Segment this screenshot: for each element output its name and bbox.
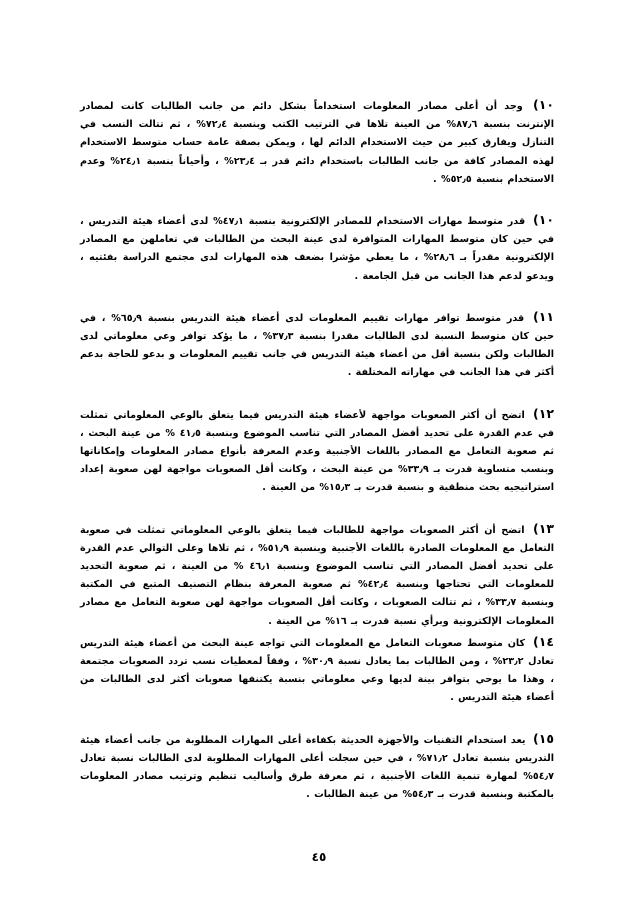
paragraph-number: ١٠) xyxy=(533,212,554,228)
paragraph-finding-14 xyxy=(80,633,554,708)
paragraph-finding-15 xyxy=(80,730,554,805)
paragraph-finding-10b xyxy=(80,211,554,286)
paragraph-text: يعد استخدام التقنيات والأجهزة الحديثة بكفاءة أعلى المهارات المطلوبة من جانب أعضاء هيئة التدريس بنسبة تعادل ٧١٫٢% ، في حين سجلت أعلى المهارات المطلوبة لدى الطالبات نسبة تعادل ٥٤٫٧% لمهارة تنمية اللغات الأجنبية ، ثم معرفة طرق وأساليب تنظيم وترتيب مصادر المعلومات بالمكتبة وبنسبة قدرت بـ ٥٤٫٣% من عينة الطالبات . xyxy=(80,734,554,801)
paragraph-text: وجد أن أعلى مصادر المعلومات استخداماً بشكل دائم من جانب الطالبات كانت لمصادر الإنترنت بنسبة ٨٧٫٦% من العينة تلاها في الترتيب الكتب وبنسبة ٧٢٫٤% ، ثم تتالت النسب في التنازل ويفارق كبير من حيث الاستخدام الدائم لها ، ويمكن بصفة عامة حساب متوسط الاستخدام لهذه المصادر كافة من جانب الطالبات باستخدام دائم قدر بـ ٢٣٫٤% ، وأحياناً بنسبة ٢٤٫١% وعدم الاستخدام بنسبة ٥٢٫٥% . xyxy=(80,101,555,185)
paragraph-number: ١٢) xyxy=(533,405,554,421)
paragraph-number: ١٠) xyxy=(533,97,554,112)
paragraph-text: قدر متوسط توافر مهارات تقييم المعلومات لدى أعضاء هيئة التدريس بنسبة ٦٥٫٩% ، في حين كان متوسط النسبة لدى الطالبات مقدرا بنسبة ٣٧٫٣% ، ما يؤكد توافر وعي معلوماتي لدى الطالبات ولكن بنسبة أقل من أعضاء هيئة التدريس في جانب تقييم المعلومات و بدعو للحاجة بدعم أكثر في هذا الجانب في مهاراته المختلفة . xyxy=(80,312,555,379)
paragraph-number: ١٤) xyxy=(533,633,554,649)
paragraph-number: ١٥) xyxy=(533,730,554,746)
paragraph-number: ١٣) xyxy=(533,520,554,536)
paragraph-text: اتضح أن أكثر الصعوبات مواجهة لأعضاء هيئة التدريس فيما يتعلق بالوعي المعلوماتي تمثلت في عدم القدرة على تحديد أفضل المصادر التي تناسب الموضوع وبنسبة ٤١٫٥ % من عينة البحث ، ثم صعوبة التعامل مع المصادر باللغات الأجنبية وعدم المعرفة بأنواع مصادر المعلومات وإمكاناتها وبنسب متساوية قدرت بـ ٣٣٫٩% من عينة البحث ، وكانت أقل الصعوبات مواجهة لهن صعوبة إعداد استراتيجيه بحث منطقية و بنسبة قدرت بـ ١٥٫٣% من العينة . xyxy=(80,409,555,494)
paragraph-finding-11 xyxy=(80,308,554,383)
paragraph-finding-12 xyxy=(80,405,554,498)
paragraph-finding-13 xyxy=(80,520,554,631)
paragraph-text: قدر متوسط مهارات الاستخدام للمصادر الإلكترونية بنسبة ٤٧٫١% لدى أعضاء هيئة التدريس ، في حين كان متوسط المهارات المتوافرة لدى عينة البحث من الطالبات في تعاملهن مع المصادر الإلكترونية مقدراً بـ ٢٨٫٦% ، ما يعطي مؤشرا بضعف هذه المهارات لدى مجتمع الدراسة بفئتيه ، ويدعو لدعم هذا الجانب من قبل الجامعة . xyxy=(80,216,554,282)
paragraph-number: ١١) xyxy=(533,308,554,324)
paragraph-text: اتضح أن أكثر الصعوبات مواجهة للطالبات فيما يتعلق بالوعي المعلوماتي تمثلت في صعوبة التعامل مع المعلومات الصادرة باللغات الأجنبية وبنسبة ٥١٫٩% ، ثم تلاها وعلى التوالي عدم القدرة على تحديد أفضل المصادر التي تناسب الموضوع وبنسبة ٤٦٫١ % من العينة ، ثم صعوبة التحديد للمعلومات التي تحتاجها وبنسبة ٤٢٫٤% ثم صعوبة المعرفة بنظام التصنيف المتبع في المكتبة وبنسبة ٣٣٫٧% ، ثم تتالت الصعوبات ، وكانت أقل الصعوبات مواجهة لهن صعوبة التعامل مع مصادر المعلومات الإلكترونية وبرأي نسبة قدرت بـ ١٦% من العينة . xyxy=(80,524,555,627)
page-number: ٤٥ xyxy=(311,850,327,864)
paragraph-text: كان متوسط صعوبات التعامل مع المعلومات التي تواجه عينة البحث من أعضاء هيئة التدريس تعادل ٢٣٫٢% ، ومن الطالبات بما يعادل نسبة ٣٠٫٩% ، وفقاً لمعطيات نسب تردد الصعوبات مجتمعة ، وهذا ما يوحي بتوافر بينة لديها وعي معلوماتي بنسبة يكتنفها صعوبات أكثر لدى الطالبات من أعضاء هيئة التدريس . xyxy=(80,637,554,704)
paragraph-finding-10a xyxy=(80,96,554,189)
